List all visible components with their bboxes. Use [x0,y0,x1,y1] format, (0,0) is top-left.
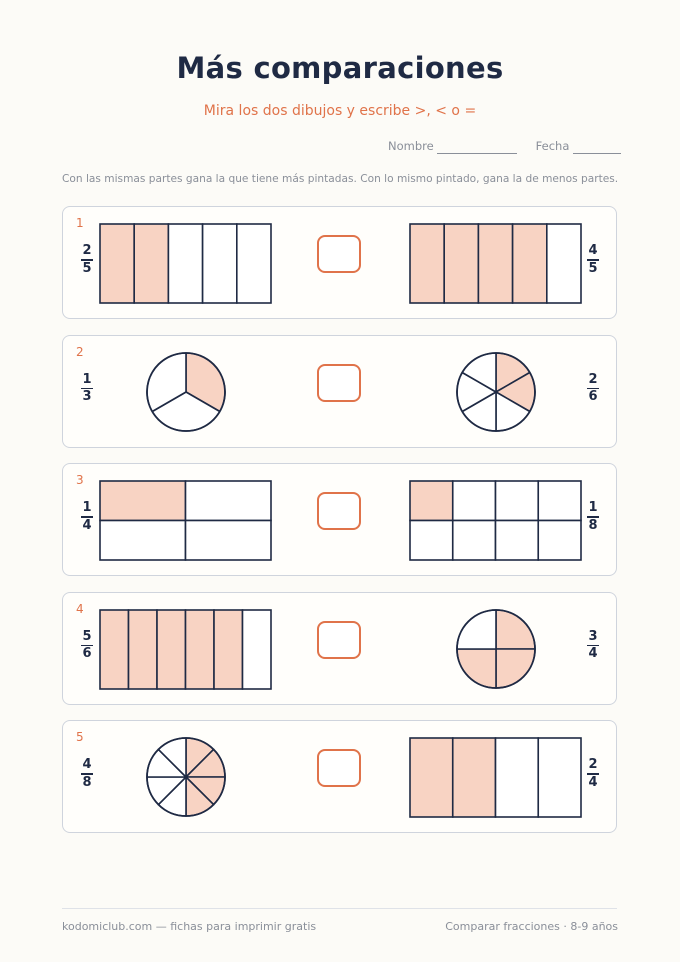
empty-part [538,521,581,561]
left-fraction-label [78,243,96,277]
numerator: 1 [82,500,92,515]
empty-part [538,481,581,521]
problem-card [62,592,617,705]
right-fraction-figure [410,224,581,303]
problem-card [62,720,617,833]
right-fraction-label [584,243,602,277]
footer-topic: Comparar fracciones · 8-9 años [445,920,618,933]
instruction-text: Con las mismas partes gana la que tiene más pintadas. Con lo mismo pintado, gana la de menos partes. [62,173,619,185]
shaded-part [214,610,243,689]
shaded-part [453,738,496,817]
shaded-part [100,224,134,303]
right-fraction-figure [410,481,581,560]
footer-divider [62,908,617,909]
right-fraction-label [584,372,602,406]
problem-number: 3 [76,473,84,487]
right-fraction-figure [457,610,535,688]
left-fraction-label [78,372,96,406]
denominator: 6 [588,389,598,404]
right-fraction-figure [457,353,535,431]
right-fraction-label [584,757,602,791]
empty-part [243,610,272,689]
answer-box[interactable] [317,492,361,530]
empty-part [538,738,581,817]
page-subtitle: Mira los dos dibujos y escribe >, < o = [203,103,477,119]
empty-part [186,481,272,521]
denominator: 4 [588,646,598,661]
numerator: 2 [588,371,598,387]
empty-part [410,521,453,561]
left-fraction-figure [147,353,225,431]
numerator: 4 [82,757,92,772]
denominator: 8 [82,774,92,790]
shaded-part [134,224,168,303]
left-fraction-label [78,757,96,791]
shaded-part [100,481,186,521]
answer-box[interactable] [317,364,361,402]
empty-part [496,481,539,521]
empty-part [168,224,202,303]
date-line[interactable] [573,139,621,154]
shaded-part [478,224,512,303]
denominator: 5 [82,260,92,276]
problem-number: 2 [76,344,84,359]
right-fraction-figure [410,738,581,817]
numerator: 2 [588,757,598,772]
numerator: 2 [82,243,92,258]
name-line[interactable] [437,139,517,154]
shaded-part [410,738,453,817]
numerator: 4 [588,243,598,258]
problem-card [62,463,617,576]
name-date-fields [388,139,621,154]
denominator: 4 [588,774,598,790]
answer-box[interactable] [317,235,361,273]
denominator: 8 [588,517,598,533]
numerator: 5 [82,628,92,644]
problem-number: 1 [76,216,84,230]
shaded-part [410,481,453,521]
answer-box[interactable] [317,749,361,787]
footer-site: kodomiclub.com — fichas para imprimir gratis [62,920,317,933]
empty-part [496,738,539,817]
problem-card [62,206,617,319]
right-fraction-label [584,629,602,663]
page-title: Más comparaciones [176,51,504,85]
empty-part [237,224,271,303]
left-fraction-figure [100,224,271,303]
shaded-part [129,610,158,689]
denominator: 4 [82,517,92,533]
empty-part [453,481,496,521]
denominator: 5 [588,260,598,276]
numerator: 3 [588,628,598,644]
empty-part [186,521,272,561]
denominator: 3 [82,389,92,404]
left-fraction-figure [100,610,271,689]
denominator: 6 [82,646,92,661]
shaded-part [157,610,186,689]
empty-part [453,521,496,561]
empty-part [100,521,186,561]
problem-number: 4 [76,601,84,616]
problem-card [62,335,617,448]
problem-number: 5 [76,730,84,744]
shaded-part [444,224,478,303]
left-fraction-label [78,629,96,663]
empty-part [203,224,237,303]
numerator: 1 [588,500,598,515]
shaded-part [100,610,129,689]
shaded-part [410,224,444,303]
shaded-part [186,610,215,689]
answer-box[interactable] [317,621,361,659]
date-label: Fecha [535,139,570,153]
left-fraction-figure [147,738,225,816]
name-label: Nombre [388,139,434,153]
shaded-part [513,224,547,303]
right-fraction-label [584,500,602,534]
left-fraction-figure [100,481,271,560]
numerator: 1 [82,371,92,387]
left-fraction-label [78,500,96,534]
empty-part [496,521,539,561]
empty-part [547,224,581,303]
